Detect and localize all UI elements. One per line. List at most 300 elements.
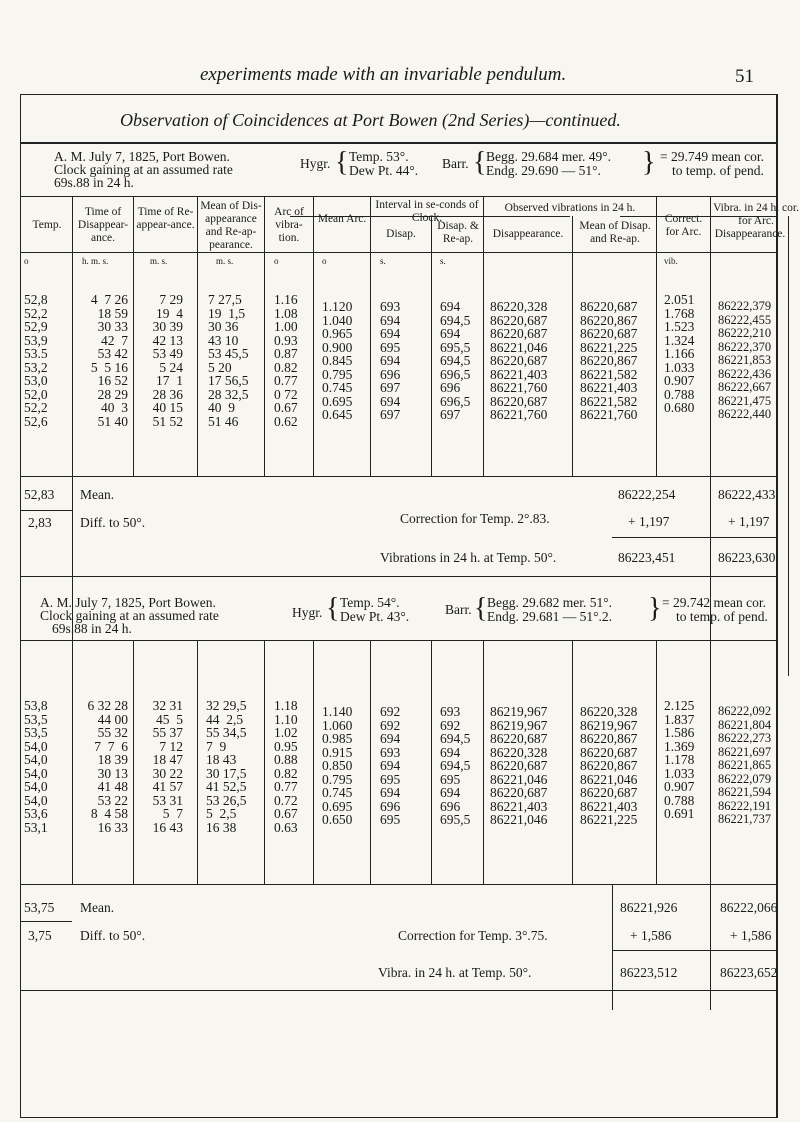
set1-correction-label: Correction for Temp. 2°.83.	[400, 511, 550, 526]
cell: 86220,687	[490, 393, 548, 409]
cell: 0.788	[664, 792, 695, 808]
cell: 44 00	[97, 711, 128, 727]
col-rule	[197, 196, 198, 476]
cell: 86219,967	[490, 717, 548, 733]
cell: 86221,403	[490, 798, 548, 814]
cell: 0.88	[274, 752, 298, 767]
cell: 53,5	[24, 725, 48, 740]
col-rule	[710, 640, 711, 1010]
header-obs-disap: Disappearance.	[492, 228, 564, 240]
cell: 28 36	[152, 386, 183, 402]
col-rule	[788, 216, 789, 676]
set1-col-arc	[274, 266, 298, 442]
set1-bar-label: Barr.	[442, 156, 469, 171]
cell: 696,5	[440, 366, 471, 382]
cell: 30 13	[97, 765, 128, 781]
cell: 0.93	[274, 332, 298, 348]
header-obs-mean: Mean of Disap. and Re-ap.	[579, 220, 651, 245]
cell: 86220,328	[490, 299, 548, 314]
cell: 18 59	[97, 305, 128, 321]
cell: 86219,967	[580, 717, 638, 733]
cell: 0.67	[274, 806, 298, 821]
cell: 1.178	[664, 752, 695, 767]
cell: 86220,687	[490, 353, 548, 368]
cell: 54,0	[24, 738, 48, 754]
cell: 18 43	[206, 752, 237, 767]
set1-hygr-dew: Dew Pt. 44°.	[349, 163, 419, 178]
col-rule	[431, 216, 432, 476]
header-mean-arc: Mean Arc.	[317, 213, 367, 225]
cell: 53 45,5	[208, 346, 249, 361]
set1-hygr-label: Hygr.	[300, 156, 331, 171]
set2-mean-label: Mean.	[80, 900, 115, 915]
cell: 53,8	[24, 698, 48, 713]
set2-hygr-brace: {	[326, 593, 340, 624]
cell: 86222,440	[718, 407, 772, 421]
cell: 40 15	[152, 400, 183, 415]
set2-col-disap-re	[440, 678, 470, 840]
cell: 52,9	[24, 319, 48, 334]
cell: 86222,210	[718, 326, 772, 340]
set1-final-vib-mean: 86223,630	[718, 550, 776, 565]
set2-meta-1: A. M. July 7, 1825, Port Bowen.	[40, 595, 216, 610]
title-rule	[20, 142, 778, 144]
cell: 696	[440, 380, 461, 395]
set2-corr-vib-mean: + 1,586	[730, 928, 772, 943]
cell: 8 4 58	[90, 806, 128, 821]
cell: 2.051	[664, 292, 695, 307]
set2-correction-label: Correction for Temp. 3°.75.	[398, 928, 548, 943]
cell: 86221,865	[718, 758, 772, 772]
cell: 86220,687	[580, 744, 638, 760]
header-disap-re: Disap. & Re-ap.	[437, 220, 479, 245]
cell: 16 52	[97, 373, 128, 388]
cell: 0.695	[322, 393, 353, 409]
page-number: 51	[735, 66, 754, 87]
cell: 1.040	[322, 312, 353, 328]
cell: 0.72	[274, 792, 298, 808]
cell: 40 3	[101, 400, 128, 415]
set1-col-mean-arc	[322, 273, 352, 435]
unit-s2: s.	[440, 256, 446, 266]
col-rule	[370, 640, 371, 884]
cell: 30 36	[208, 319, 239, 334]
table-title: Observation of Coincidences at Port Bowen (2nd Series)—continued.	[120, 110, 621, 130]
set1-col-mean-dis	[208, 266, 249, 442]
set1-mean-label: Mean.	[80, 487, 115, 502]
col-rule	[572, 640, 573, 884]
cell: 0.850	[322, 758, 353, 773]
set1-col-disap-re	[440, 273, 470, 435]
cell: 694	[380, 326, 401, 341]
cell: 86221,760	[490, 380, 548, 395]
cell: 0.62	[274, 413, 298, 429]
cell: 43 10	[208, 332, 239, 348]
set2-bar-cor2: to temp. of pend.	[676, 609, 768, 624]
cell: 0.77	[274, 779, 298, 794]
cell: 54,0	[24, 779, 48, 794]
cell: 86220,328	[580, 704, 638, 719]
cell: 6 32 28	[87, 698, 128, 713]
set2-col-temp	[24, 672, 48, 848]
cell: 695	[380, 339, 401, 355]
set2-col-obs-disap	[490, 678, 547, 840]
set1-col-vib-disap	[718, 273, 771, 435]
cell: 1.02	[274, 725, 298, 740]
cell: 53,5	[24, 711, 48, 727]
cell: 1.16	[274, 292, 298, 307]
cell: 0.907	[664, 373, 695, 388]
cell: 86221,760	[580, 407, 638, 422]
cell: 86221,225	[580, 339, 638, 355]
cell: 4 7 26	[90, 292, 128, 307]
cell: 52,0	[24, 386, 48, 402]
cell: 1.18	[274, 698, 298, 713]
cell: 86221,582	[580, 366, 638, 382]
cell: 86221,804	[718, 717, 772, 732]
cell: 695	[380, 812, 401, 827]
set2-final-vib-mean: 86223,652	[720, 965, 778, 980]
set1-meta-3: 69s.88 in 24 h.	[54, 175, 134, 190]
cell: 17 56,5	[208, 373, 249, 388]
cell: 86221,475	[718, 393, 772, 408]
set2-hygr-dew: Dew Pt. 43°.	[340, 609, 410, 624]
col-rule	[431, 640, 432, 884]
set1-vibrations-label: Vibrations in 24 h. at Temp. 50°.	[380, 550, 557, 565]
cell: 0.695	[322, 798, 353, 814]
set2-col-mean-arc	[322, 678, 352, 840]
cell: 86220,867	[580, 731, 638, 746]
cell: 1.324	[664, 332, 695, 348]
cell: 693	[380, 299, 401, 314]
cell: 0.77	[274, 373, 298, 388]
header-vibra: Vibra. in 24 h. cor. for Arc.	[713, 202, 799, 227]
cell: 86222,092	[718, 704, 772, 718]
cell: 0.67	[274, 400, 298, 415]
cell: 7 7 6	[94, 738, 128, 754]
cell: 694	[380, 785, 401, 800]
cell: 86220,687	[490, 785, 548, 800]
cell: 51 52	[152, 413, 183, 429]
cell: 42 7	[101, 332, 128, 348]
col-rule	[483, 196, 484, 476]
cell: 694	[440, 326, 461, 341]
set2-bar-brace: {	[474, 593, 488, 624]
cell: 86220,687	[580, 299, 638, 314]
cell: 86220,687	[490, 731, 548, 746]
cell: 0.965	[322, 326, 353, 341]
cell: 55 34,5	[206, 725, 247, 740]
set1-bar-brace: {	[473, 147, 487, 178]
cell: 86220,687	[490, 312, 548, 328]
cell: 51 46	[208, 413, 239, 429]
header-time-reappear: Time of Re-appear-ance.	[136, 206, 195, 231]
col-rule	[72, 640, 73, 884]
header-vib-disap: Disappearance.	[714, 228, 786, 240]
cell: 1.120	[322, 299, 353, 314]
set1-diff-label: Diff. to 50°.	[80, 515, 146, 530]
set1-col-obs-disap	[490, 273, 547, 435]
set2-bar-close: }	[648, 593, 662, 624]
cell: 55 37	[152, 725, 183, 740]
cell: 32 29,5	[206, 698, 247, 713]
cell: 0.63	[274, 819, 298, 835]
cell: 86220,867	[580, 312, 638, 328]
cell: 1.08	[274, 305, 298, 321]
cell: 7 27,5	[208, 292, 242, 307]
cell: 44 2,5	[206, 711, 244, 727]
col-rule	[264, 196, 265, 476]
cell: 16 38	[206, 819, 237, 835]
set1-hygr-brace: {	[335, 147, 349, 178]
cell: 53,9	[24, 332, 48, 348]
cell: 694	[440, 785, 461, 800]
cell: 1.369	[664, 738, 695, 754]
set2-col-arc	[274, 672, 298, 848]
cell: 694,5	[440, 312, 471, 328]
cell: 697	[380, 380, 401, 395]
cell: 0.745	[322, 380, 353, 395]
set1-bar-close: }	[642, 147, 656, 178]
cell: 45 5	[156, 711, 183, 727]
cell: 7 9	[206, 738, 227, 754]
running-head: experiments made with an invariable pendulum.	[200, 64, 567, 85]
cell: 0.650	[322, 812, 353, 827]
set1-mean-temp: 52,83	[24, 487, 55, 502]
cell: 0.915	[322, 744, 353, 760]
cell: 86221,760	[490, 407, 548, 422]
cell: 0.82	[274, 359, 298, 375]
cell: 40 9	[208, 400, 235, 415]
cell: 0.795	[322, 771, 353, 787]
cell: 0.87	[274, 346, 298, 361]
set1-corr-vib-disap: + 1,197	[628, 514, 670, 529]
set2-col-disappear	[76, 672, 128, 848]
cell: 30 22	[152, 765, 183, 781]
col-rule	[656, 196, 657, 476]
cell: 30 17,5	[206, 765, 247, 781]
col-rule	[370, 196, 371, 476]
cell: 5 7	[162, 806, 183, 821]
header-interval: Interval in se-conds of Clock.	[375, 199, 479, 224]
set1-col-reappear	[137, 266, 183, 442]
cell: 32 31	[152, 698, 183, 713]
set2-col-obs-mean	[580, 678, 637, 840]
set2-vibrations-label: Vibra. in 24 h. at Temp. 50°.	[378, 965, 532, 980]
cell: 694	[440, 744, 461, 760]
cell: 692	[380, 717, 401, 733]
set2-bar-label: Barr.	[445, 602, 472, 617]
cell: 86222,191	[718, 798, 772, 813]
cell: 86219,967	[490, 704, 548, 719]
set2-bar-cor: = 29.742 mean cor.	[662, 595, 766, 610]
set1-sum-rule	[612, 537, 778, 538]
cell: 41 48	[97, 779, 128, 794]
cell: 19 4	[156, 305, 183, 321]
cell: 54,0	[24, 752, 48, 767]
set2-diff-label: Diff. to 50°.	[80, 928, 146, 943]
cell: 693	[380, 744, 401, 760]
cell: 5 20	[208, 359, 232, 375]
cell: 86221,594	[718, 785, 772, 799]
set2-col-reappear	[137, 672, 183, 848]
col-rule	[313, 640, 314, 884]
cell: 0.745	[322, 785, 353, 800]
set2-col-correct	[664, 672, 694, 834]
cell: 695,5	[440, 812, 471, 827]
set1-diff-temp: 2,83	[28, 515, 52, 530]
header-time-disappear: Time of Disappear-ance.	[77, 206, 129, 244]
header-observed: Observed vibrations in 24 h.	[504, 202, 636, 214]
col-rule	[197, 640, 198, 884]
set2-mean-temp: 53,75	[24, 900, 55, 915]
cell: 53 49	[152, 346, 183, 361]
cell: 86221,582	[580, 393, 638, 409]
cell: 86221,046	[490, 771, 548, 787]
cell: 694	[380, 312, 401, 328]
cell: 697	[440, 407, 461, 422]
cell: 17 1	[156, 373, 183, 388]
cell: 30 39	[152, 319, 183, 334]
cell: 695,5	[440, 339, 471, 355]
unit-mean-arc-deg: o	[322, 256, 327, 266]
cell: 16 43	[152, 819, 183, 835]
cell: 86220,687	[580, 326, 638, 341]
cell: 694	[380, 393, 401, 409]
cell: 694	[380, 353, 401, 368]
cell: 18 39	[97, 752, 128, 767]
unit-deg: o	[24, 256, 29, 266]
cell: 696	[440, 798, 461, 814]
cell: 0.95	[274, 738, 298, 754]
cell: 86221,046	[490, 812, 548, 827]
cell: 52,6	[24, 413, 48, 429]
cell: 1.033	[664, 765, 695, 781]
cell: 697	[380, 407, 401, 422]
set2-col-vib-disap	[718, 678, 771, 840]
col-rule	[656, 640, 657, 884]
unit-ms1: m. s.	[150, 256, 168, 266]
cell: 86220,687	[580, 785, 638, 800]
set1-summary-rule	[20, 476, 778, 477]
cell: 7 12	[159, 738, 183, 754]
header-mean-dis: Mean of Dis-appearance and Re-ap-pearance.	[200, 200, 262, 251]
set2-bar-beg: Begg. 29.682 mer. 51°.	[487, 595, 613, 610]
cell: 28 29	[97, 386, 128, 402]
cell: 19 1,5	[208, 305, 246, 321]
set1-meta-1: A. M. July 7, 1825, Port Bowen.	[54, 149, 230, 164]
cell: 86221,403	[580, 798, 638, 814]
cell: 0 72	[274, 386, 298, 402]
cell: 0.788	[664, 386, 695, 402]
set2-meta-3: 69s.88 in 24 h.	[52, 621, 132, 636]
cell: 86220,328	[490, 744, 548, 760]
cell: 0.985	[322, 731, 353, 746]
header-correct: Correct. for Arc.	[664, 213, 703, 238]
header-arc: Arc of vibra-tion.	[274, 206, 304, 244]
set1-col-disappear	[76, 266, 128, 442]
cell: 18 47	[152, 752, 183, 767]
cell: 1.10	[274, 711, 298, 727]
set2-summary-rule	[20, 884, 778, 885]
cell: 1.768	[664, 305, 695, 321]
set1-bar-beg: Begg. 29.684 mer. 49°.	[486, 149, 612, 164]
cell: 86221,403	[580, 380, 638, 395]
cell: 0.795	[322, 366, 353, 382]
cell: 692	[440, 717, 461, 733]
set1-hygr-temp: Temp. 53°.	[349, 149, 409, 164]
set1-mean-vib-mean: 86222,433	[718, 487, 776, 502]
cell: 86222,455	[718, 312, 772, 327]
cell: 0.907	[664, 779, 695, 794]
cell: 53,0	[24, 373, 48, 388]
col-rule	[264, 640, 265, 884]
cell: 52,8	[24, 292, 48, 307]
cell: 86221,225	[580, 812, 638, 827]
cell: 2.125	[664, 698, 695, 713]
col-rule	[313, 196, 314, 476]
set2-end-rule	[20, 990, 778, 991]
cell: 1.00	[274, 319, 298, 334]
cell: 696	[380, 798, 401, 814]
cell: 0.680	[664, 400, 695, 415]
cell: 86220,687	[490, 326, 548, 341]
set1-meta-2: Clock gaining at an assumed rate	[54, 162, 233, 177]
set2-col-disap	[380, 678, 400, 840]
set2-mean-vib-disap: 86221,926	[620, 900, 678, 915]
cell: 1.523	[664, 319, 695, 334]
header-disap: Disap.	[386, 228, 416, 240]
set2-col-mean-dis	[206, 672, 247, 848]
cell: 51 40	[97, 413, 128, 429]
set2-hygr-temp: Temp. 54°.	[340, 595, 400, 610]
cell: 52,2	[24, 305, 48, 321]
cell: 694,5	[440, 353, 471, 368]
cell: 86220,867	[580, 758, 638, 773]
cell: 5 5 16	[90, 359, 128, 375]
cell: 53,2	[24, 359, 48, 375]
cell: 86221,737	[718, 812, 772, 826]
set1-bar-end: Endg. 29.690 — 51°.	[486, 163, 601, 178]
cell: 692	[380, 704, 401, 719]
cell: 86220,687	[490, 758, 548, 773]
cell: 53 26,5	[206, 792, 247, 808]
unit-s1: s.	[380, 256, 386, 266]
set2-hygr-label: Hygr.	[292, 605, 323, 620]
cell: 16 33	[97, 819, 128, 835]
cell: 696	[380, 366, 401, 382]
col-rule	[133, 196, 134, 476]
cell: 30 33	[97, 319, 128, 334]
set1-col-temp	[24, 266, 48, 442]
cell: 42 13	[152, 332, 183, 348]
col-rule	[612, 884, 613, 1010]
set2-bar-end: Endg. 29.681 — 51°.2.	[487, 609, 613, 624]
cell: 52,2	[24, 400, 48, 415]
cell: 54,0	[24, 792, 48, 808]
cell: 1.586	[664, 725, 695, 740]
cell: 1.140	[322, 704, 353, 719]
cell: 41 57	[152, 779, 183, 794]
col-rule	[483, 640, 484, 884]
set1-col-correct	[664, 266, 694, 428]
unit-arc-deg: o	[274, 256, 279, 266]
cell: 53 42	[97, 346, 128, 361]
cell: 53 31	[152, 792, 183, 808]
set1-corr-vib-mean: + 1,197	[728, 514, 770, 529]
set1-col-obs-mean	[580, 273, 637, 435]
cell: 86221,403	[490, 366, 548, 382]
